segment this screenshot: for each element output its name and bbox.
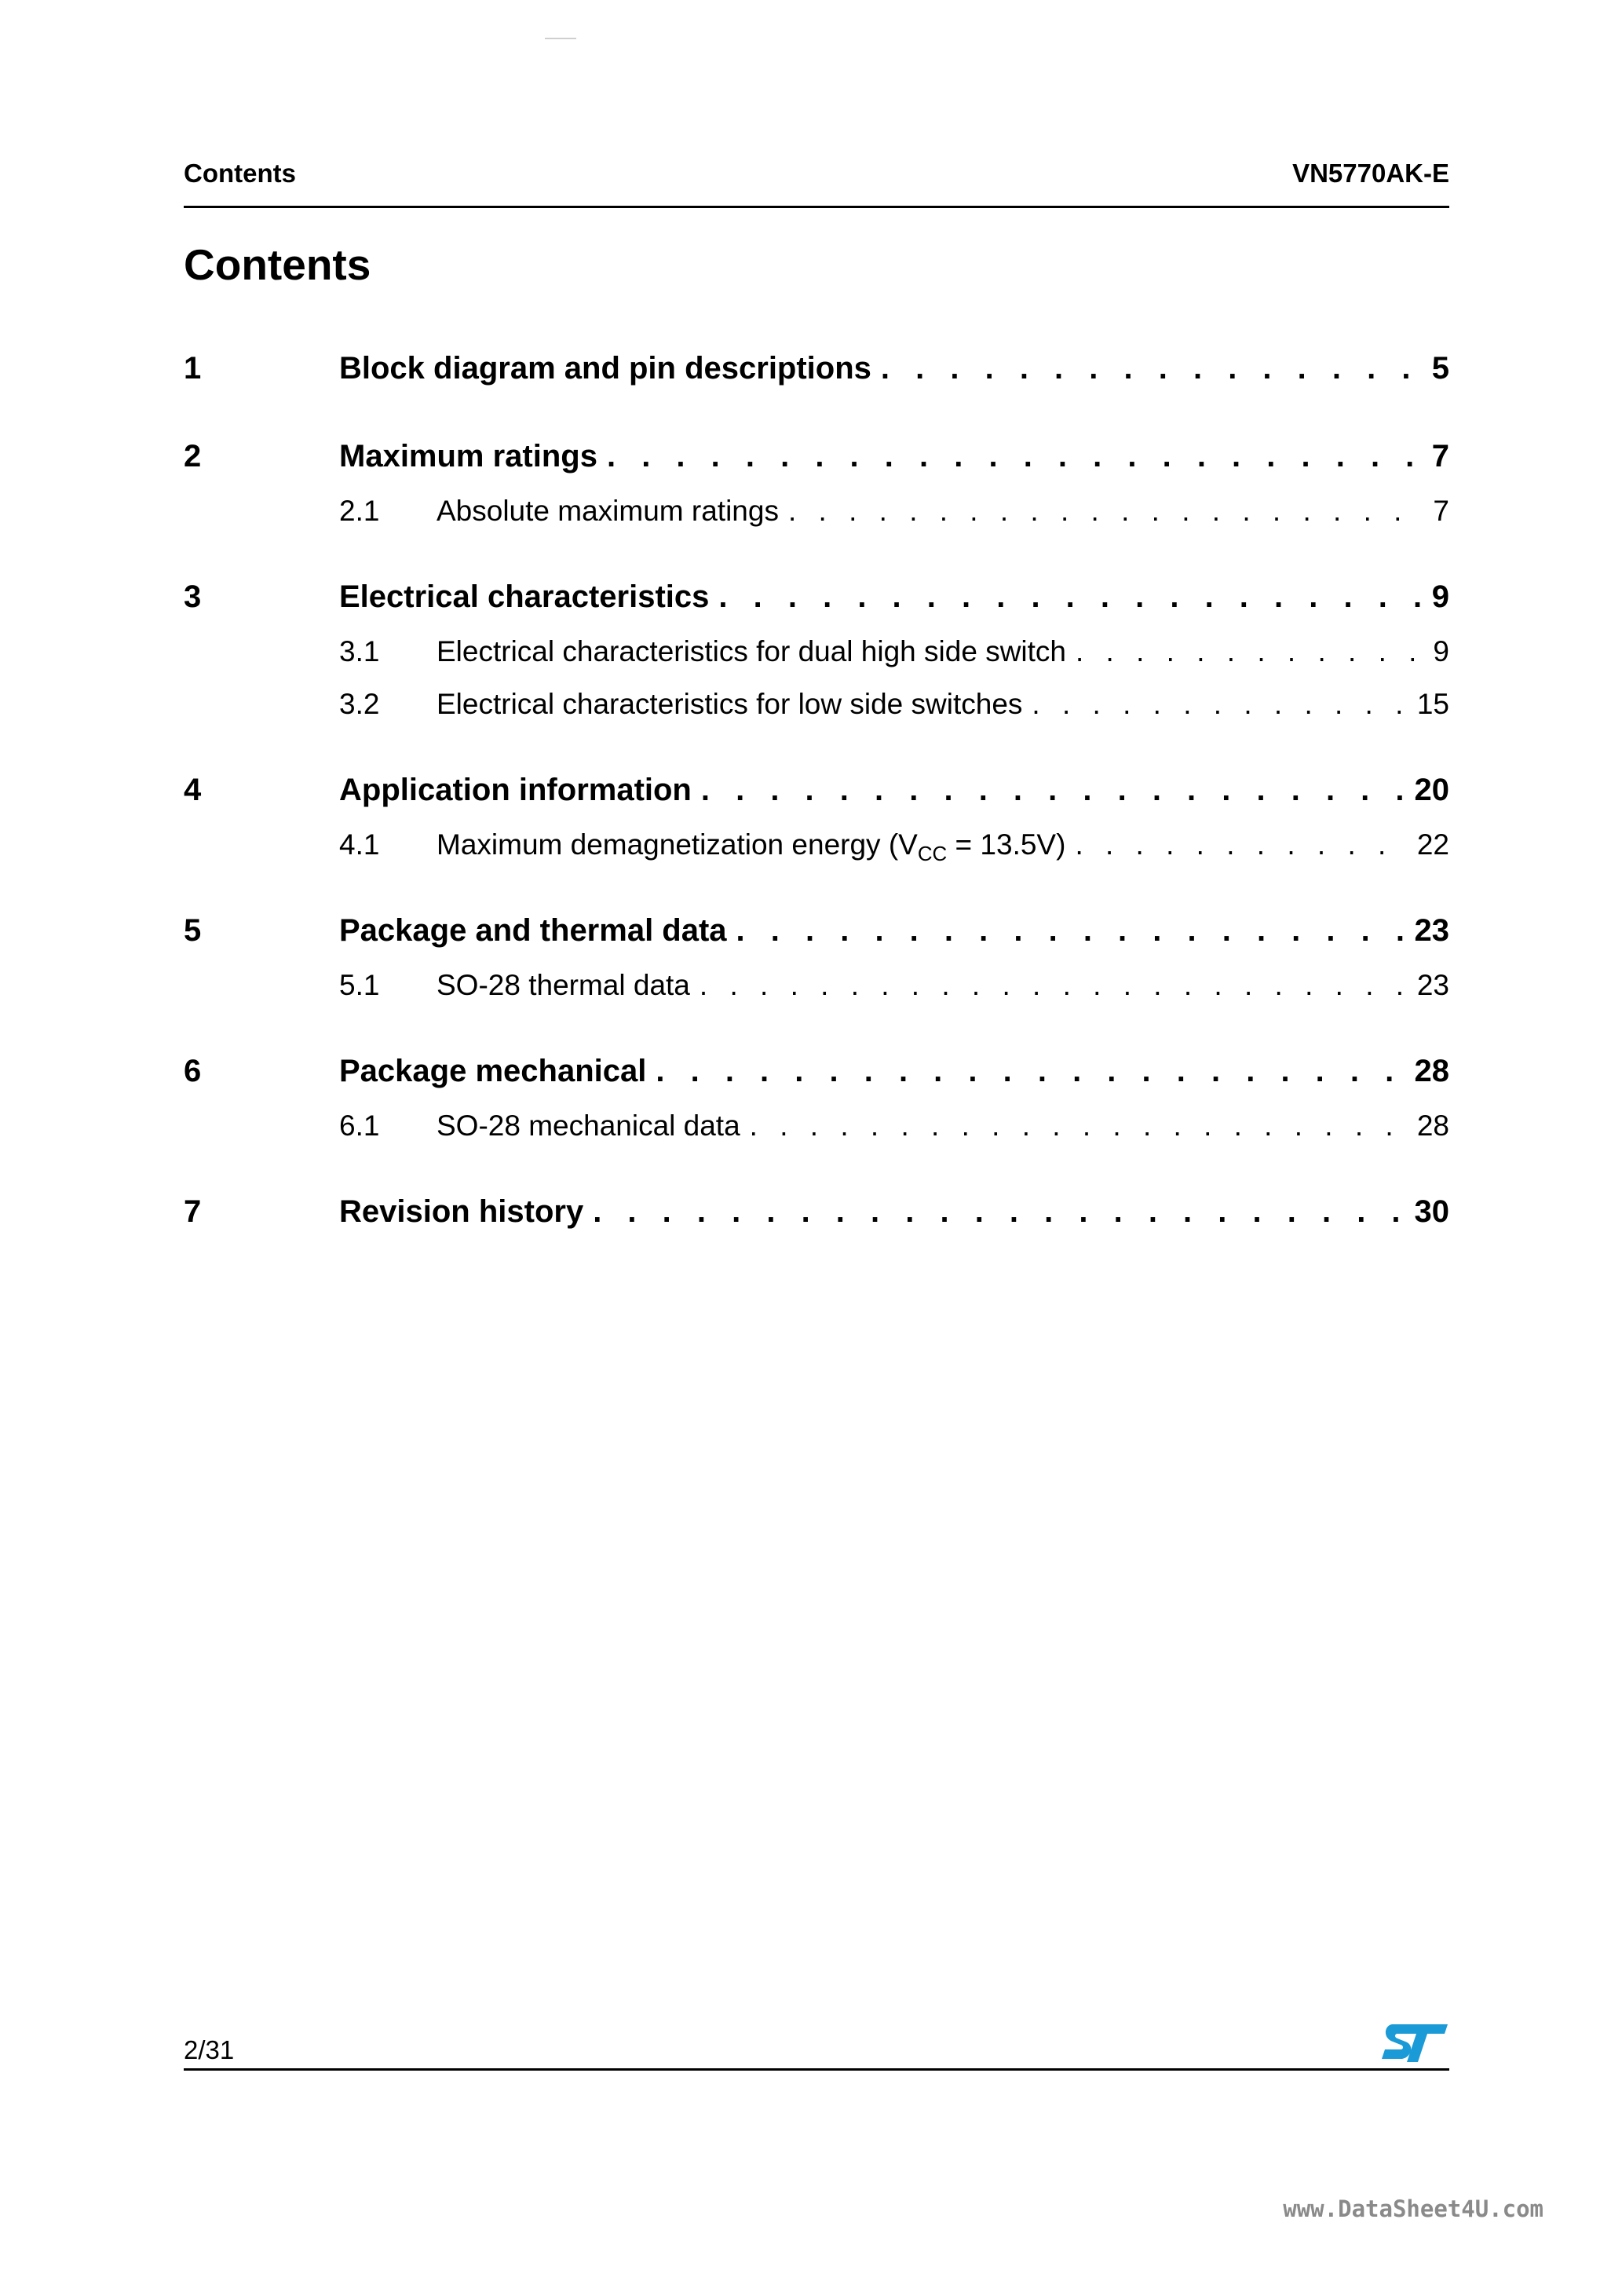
toc-subentry[interactable]	[184, 828, 1449, 866]
toc-number: 2	[184, 439, 202, 473]
page-title: Contents	[184, 240, 371, 289]
toc-title[interactable]	[437, 828, 1065, 866]
toc-leader	[1076, 635, 1423, 668]
toc-title[interactable]: Maximum ratings	[339, 439, 597, 473]
toc-title[interactable]: Revision history	[339, 1194, 584, 1229]
toc-page: 15	[1416, 688, 1449, 720]
toc-entry[interactable]	[184, 913, 1449, 949]
toc-title[interactable]: Electrical characteristics for low side switches	[437, 688, 1023, 720]
toc-page: 5	[1431, 351, 1449, 386]
footer-page-number: 2/31	[184, 2035, 235, 2064]
scan-mark	[545, 38, 576, 39]
toc-subentry[interactable]	[184, 1110, 1449, 1143]
toc-page: 28	[1414, 1054, 1449, 1088]
toc-leader	[1075, 828, 1407, 861]
toc-title[interactable]: SO-28 thermal data	[437, 969, 690, 1001]
toc-title[interactable]: Package and thermal data	[339, 913, 727, 948]
toc-subentry[interactable]	[184, 688, 1449, 721]
toc-number: 6.1	[339, 1110, 380, 1142]
toc-title[interactable]: Package mechanical	[339, 1054, 647, 1088]
toc-number: 3.2	[339, 688, 380, 720]
toc-leader	[700, 969, 1408, 1002]
toc-number: 5.1	[339, 969, 380, 1001]
toc-leader	[701, 773, 1405, 808]
toc-entry[interactable]	[184, 579, 1449, 615]
toc-title[interactable]: SO-28 mechanical data	[437, 1110, 740, 1142]
toc-page: 22	[1416, 828, 1449, 861]
toc-number: 6	[184, 1054, 202, 1088]
toc-page: 9	[1431, 579, 1449, 614]
st-logo-icon	[1382, 2020, 1448, 2062]
toc-leader	[750, 1110, 1408, 1143]
toc-title-prefix: Maximum demagnetization energy (V	[437, 828, 918, 861]
toc-page: 7	[1431, 439, 1449, 473]
toc-leader	[593, 1194, 1405, 1230]
toc-number: 5	[184, 913, 202, 948]
toc-number: 3	[184, 579, 202, 614]
header-doc-id: VN5770AK-E	[1292, 159, 1449, 188]
toc-leader	[788, 495, 1423, 528]
toc-title-subscript: CC	[917, 843, 948, 865]
toc-entry[interactable]	[184, 351, 1449, 386]
toc-subentry[interactable]	[184, 969, 1449, 1002]
toc-entry[interactable]	[184, 1054, 1449, 1089]
toc-page: 23	[1416, 969, 1449, 1001]
toc-leader	[881, 351, 1423, 386]
toc-entry[interactable]	[184, 439, 1449, 474]
toc-number: 4.1	[339, 828, 380, 861]
page-footer	[184, 2020, 1449, 2071]
toc-page: 20	[1414, 773, 1449, 807]
toc-title[interactable]: Electrical characteristics	[339, 579, 710, 614]
toc-number: 4	[184, 773, 202, 807]
toc-number: 1	[184, 351, 202, 386]
toc-page: 28	[1416, 1110, 1449, 1142]
toc-leader	[656, 1054, 1405, 1089]
toc-number: 2.1	[339, 495, 380, 527]
toc-page: 30	[1414, 1194, 1449, 1229]
header-section: Contents	[184, 159, 296, 188]
toc-title[interactable]: Block diagram and pin descriptions	[339, 351, 871, 386]
toc-entry[interactable]	[184, 1194, 1449, 1230]
toc-number: 7	[184, 1194, 202, 1229]
toc-leader	[607, 439, 1423, 474]
toc-title[interactable]: Absolute maximum ratings	[437, 495, 779, 527]
toc-title-suffix: = 13.5V)	[947, 828, 1066, 861]
watermark: www.DataSheet4U.com	[1283, 2195, 1543, 2222]
toc-subentry[interactable]	[184, 495, 1449, 528]
toc-leader	[718, 579, 1422, 615]
toc-number: 3.1	[339, 635, 380, 667]
page-header	[184, 157, 1449, 208]
toc-title[interactable]: Application information	[339, 773, 692, 807]
toc-title[interactable]: Electrical characteristics for dual high side switch	[437, 635, 1066, 667]
toc-subentry[interactable]	[184, 635, 1449, 668]
toc-page: 23	[1414, 913, 1449, 948]
toc-page: 7	[1433, 495, 1449, 527]
toc-page: 9	[1433, 635, 1449, 667]
toc-leader	[1032, 688, 1407, 721]
toc-leader	[736, 913, 1405, 949]
toc-entry[interactable]	[184, 773, 1449, 808]
